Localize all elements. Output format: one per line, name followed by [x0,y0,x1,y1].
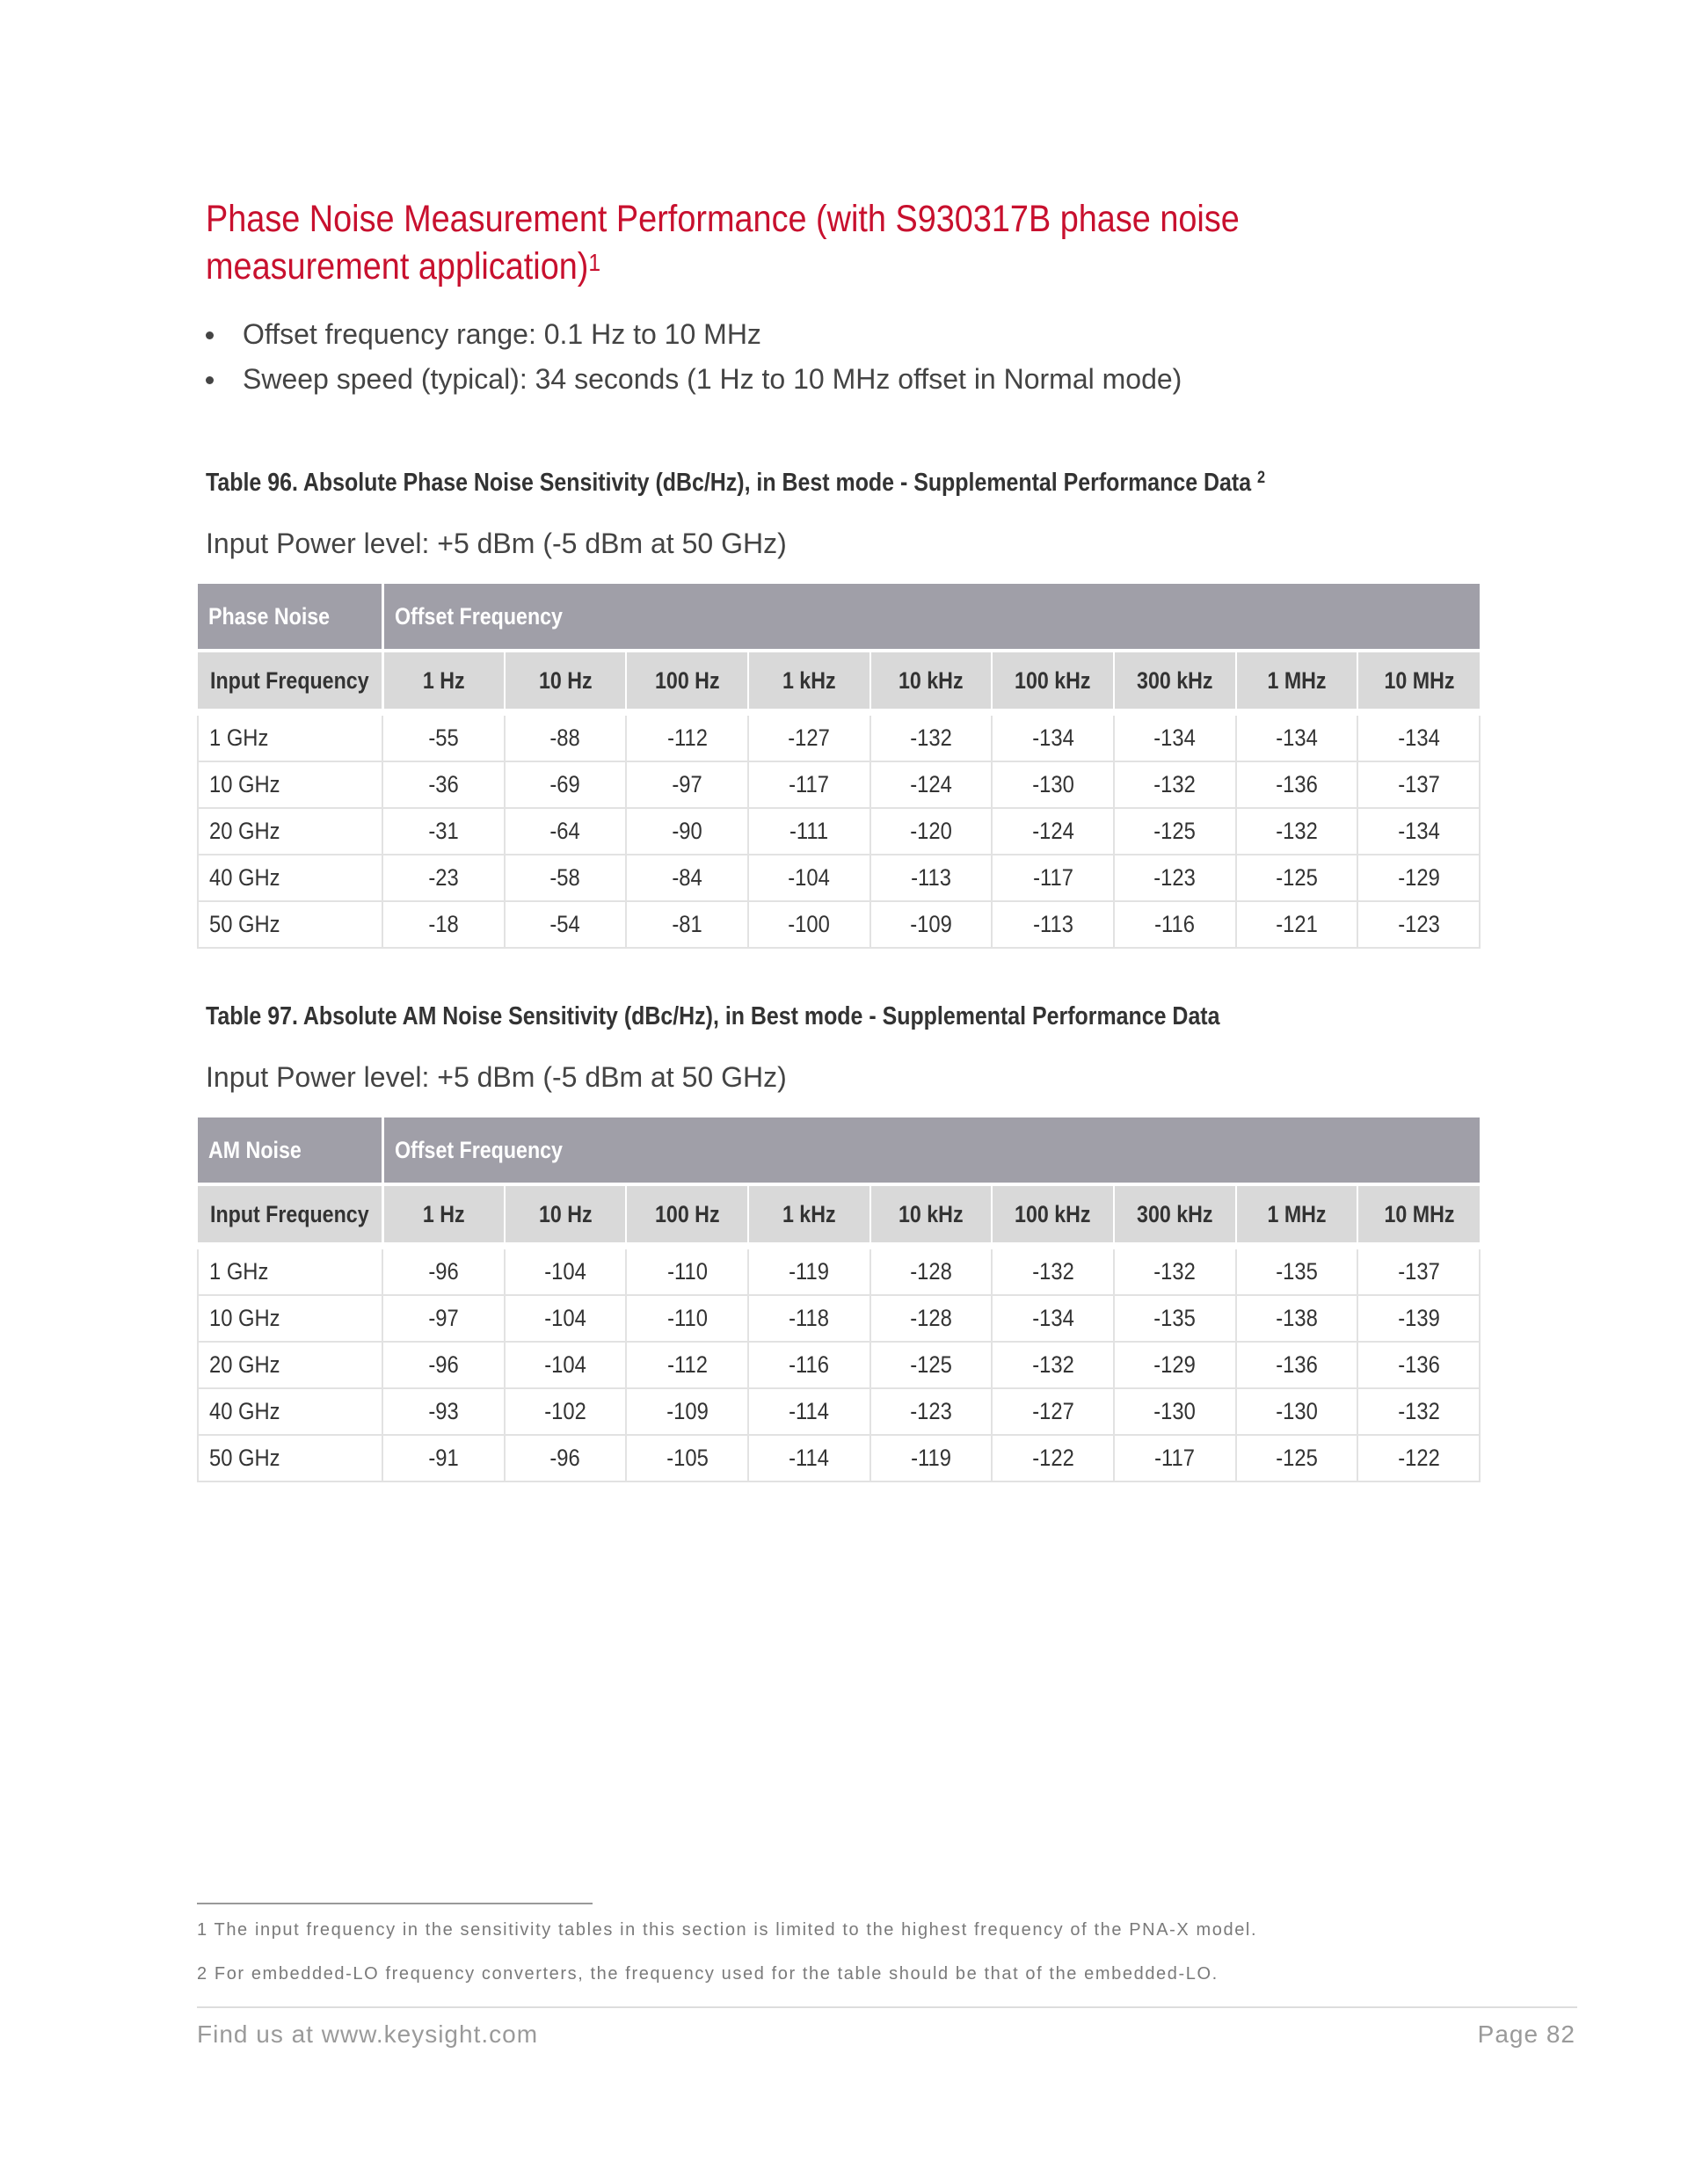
cell-value: -58 [549,864,581,891]
cell-value: -135 [1276,1258,1318,1285]
cell-value: -112 [666,724,708,751]
value-cell [748,1388,870,1435]
cell-value: -81 [672,911,702,937]
input-frequency-header-text: Input Frequency [210,666,369,694]
value-cell [1114,855,1236,901]
bullet-text: Sweep speed (typical): 34 seconds (1 Hz to 10 MHz offset in Normal mode) [243,363,1182,395]
value-cell [1114,1342,1236,1388]
value-cell [1236,901,1358,948]
value-cell [1236,1388,1358,1435]
value-cell [1114,1388,1236,1435]
value-cell [626,1246,748,1295]
cell-value: -116 [1154,911,1196,937]
cell-value: -118 [789,1305,830,1331]
row-label: 10 GHz [209,771,280,797]
value-cell [505,1342,627,1388]
cell-value: -104 [788,864,831,891]
value-cell [1357,808,1480,855]
value-cell [1357,1342,1480,1388]
cell-value: -137 [1397,1258,1440,1285]
footnote-divider [197,1903,593,1904]
column-header-text: 1 kHz [782,666,836,694]
cell-value: -110 [666,1305,708,1331]
value-cell [870,855,993,901]
phase-noise-table [197,584,1481,949]
cell-value: -36 [428,771,459,797]
cell-value: -84 [672,864,702,891]
row-label-cell [198,1246,382,1295]
cell-value: -117 [789,771,830,797]
cell-value: -125 [1276,1445,1318,1471]
column-header-text: 100 Hz [654,666,720,694]
spec-bullet-list [206,312,1182,402]
value-cell [382,761,505,808]
cell-value: -132 [1153,1258,1197,1285]
column-header [1114,651,1236,712]
table-row [198,1246,1480,1295]
value-cell [870,901,993,948]
input-frequency-header-text: Input Frequency [210,1200,369,1227]
cell-value: -134 [1397,724,1440,751]
value-cell [382,901,505,948]
column-header [992,651,1114,712]
cell-value: -134 [1031,724,1074,751]
table-97-caption [206,1002,1219,1031]
cell-value: -132 [1031,1351,1074,1378]
cell-value: -139 [1397,1305,1440,1331]
column-header-text: 1 MHz [1267,666,1327,694]
cell-value: -54 [549,911,581,937]
column-header [1236,651,1358,712]
column-header [870,1184,993,1246]
value-cell [626,1342,748,1388]
column-header [382,651,505,712]
column-header-text: 10 MHz [1384,1200,1455,1227]
cell-value: -91 [428,1445,459,1471]
cell-value: -120 [910,818,952,844]
value-cell [1357,1246,1480,1295]
footer-website: Find us at www.keysight.com [197,2020,539,2048]
page-title [206,195,1343,290]
cell-value: -104 [544,1305,586,1331]
cell-value: -119 [911,1445,951,1471]
footer-page-number: Page 82 [1477,2020,1575,2048]
value-cell [505,1435,627,1481]
value-cell [1236,761,1358,808]
cell-value: -129 [1153,1351,1197,1378]
value-cell [1357,712,1480,761]
cell-value: -125 [1153,818,1197,844]
value-cell [748,855,870,901]
column-header-text: 1 MHz [1267,1200,1327,1227]
value-cell [748,1246,870,1295]
cell-value: -109 [910,911,952,937]
cell-value: -136 [1276,1351,1318,1378]
column-header [870,651,993,712]
cell-value: -130 [1153,1398,1197,1424]
column-header [626,651,748,712]
cell-value: -122 [1397,1445,1440,1471]
value-cell [626,712,748,761]
table-row [198,1388,1480,1435]
cell-value: -105 [666,1445,709,1471]
value-cell [748,901,870,948]
row-label: 20 GHz [209,1351,280,1378]
value-cell [870,1295,993,1342]
column-header-text: 1 Hz [422,1200,465,1227]
value-cell [870,808,993,855]
page-title-text: Phase Noise Measurement Performance (with S930317B phase noise measurement application) [206,198,1240,288]
row-label-cell [198,1295,382,1342]
cell-value: -96 [428,1258,459,1285]
column-header [626,1184,748,1246]
value-cell [626,855,748,901]
value-cell [1357,1435,1480,1481]
value-cell [505,1295,627,1342]
value-cell [626,761,748,808]
cell-value: -88 [549,724,581,751]
column-header [1236,1184,1358,1246]
column-header [1357,1184,1480,1246]
value-cell [626,901,748,948]
value-cell [992,1246,1114,1295]
cell-value: -138 [1276,1305,1318,1331]
cell-value: -134 [1397,818,1440,844]
value-cell [748,1342,870,1388]
column-header [992,1184,1114,1246]
value-cell [870,712,993,761]
value-cell [382,855,505,901]
cell-value: -136 [1276,771,1318,797]
value-cell [748,1295,870,1342]
column-header [505,651,627,712]
row-label-cell [198,855,382,901]
cell-value: -136 [1397,1351,1440,1378]
column-header-text: 300 kHz [1137,1200,1213,1227]
cell-value: -90 [672,818,702,844]
value-cell [870,1435,993,1481]
table-97-subtitle: Input Power level: +5 dBm (-5 dBm at 50 GHz) [206,1061,787,1093]
value-cell [1357,761,1480,808]
table-group-header-text: Phase Noise [208,602,331,630]
cell-value: -130 [1031,771,1074,797]
cell-value: -129 [1397,864,1440,891]
value-cell [1236,1435,1358,1481]
cell-value: -124 [910,771,952,797]
cell-value: -96 [428,1351,459,1378]
value-cell [505,712,627,761]
value-cell [505,808,627,855]
offset-frequency-header [382,1117,1480,1184]
value-cell [1357,855,1480,901]
cell-value: -127 [788,724,831,751]
column-header [505,1184,627,1246]
cell-value: -128 [910,1258,952,1285]
table-row [198,855,1480,901]
row-label: 40 GHz [209,1398,280,1424]
cell-value: -123 [910,1398,952,1424]
value-cell [505,855,627,901]
am-noise-table [197,1117,1481,1482]
row-label-cell [198,712,382,761]
row-label: 20 GHz [209,818,280,844]
value-cell [382,1342,505,1388]
cell-value: -104 [544,1351,586,1378]
cell-value: -117 [1032,864,1073,891]
row-label-cell [198,761,382,808]
table-row [198,761,1480,808]
row-label: 50 GHz [209,911,280,937]
value-cell [626,1295,748,1342]
footer-divider [197,2006,1577,2008]
table-group-header-text: AM Noise [208,1136,302,1163]
bullet-item [206,312,1182,357]
row-label-cell [198,1342,382,1388]
value-cell [1114,901,1236,948]
value-cell [992,712,1114,761]
cell-value: -130 [1276,1398,1318,1424]
value-cell [1114,761,1236,808]
value-cell [992,1342,1114,1388]
bullet-dot-icon [206,376,214,384]
value-cell [748,712,870,761]
row-label: 50 GHz [209,1445,280,1471]
row-label-cell [198,901,382,948]
table-96-caption [206,469,1265,498]
value-cell [382,808,505,855]
page-title-footnote-ref: 1 [588,249,601,276]
column-header-text: 10 Hz [538,1200,593,1227]
cell-value: -31 [428,818,459,844]
cell-value: -110 [666,1258,708,1285]
cell-value: -128 [910,1305,952,1331]
cell-value: -134 [1031,1305,1074,1331]
value-cell [1357,901,1480,948]
offset-frequency-header-text: Offset Frequency [394,602,563,630]
value-cell [992,1388,1114,1435]
value-cell [1236,855,1358,901]
value-cell [748,761,870,808]
cell-value: -113 [1032,911,1073,937]
cell-value: -124 [1031,818,1074,844]
value-cell [748,1435,870,1481]
bullet-text: Offset frequency range: 0.1 Hz to 10 MHz [243,318,761,350]
value-cell [505,1246,627,1295]
cell-value: -114 [789,1445,830,1471]
table-row [198,808,1480,855]
column-header-text: 10 MHz [1384,666,1455,694]
cell-value: -104 [544,1258,586,1285]
column-header-text: 10 kHz [899,666,964,694]
value-cell [992,761,1114,808]
column-header [748,1184,870,1246]
value-cell [992,1295,1114,1342]
column-header-text: 100 kHz [1015,666,1091,694]
input-frequency-header [198,1184,382,1246]
value-cell [1114,712,1236,761]
cell-value: -132 [910,724,952,751]
column-header-text: 300 kHz [1137,666,1213,694]
column-header [1114,1184,1236,1246]
cell-value: -132 [1397,1398,1440,1424]
cell-value: -121 [1276,911,1318,937]
value-cell [382,1246,505,1295]
column-header [748,651,870,712]
cell-value: -125 [1276,864,1318,891]
cell-value: -135 [1153,1305,1197,1331]
value-cell [1236,1342,1358,1388]
cell-value: -134 [1153,724,1197,751]
row-label-cell [198,1388,382,1435]
column-header-text: 10 Hz [538,666,593,694]
value-cell [1236,808,1358,855]
cell-value: -55 [428,724,459,751]
value-cell [870,1246,993,1295]
value-cell [992,1435,1114,1481]
value-cell [870,1388,993,1435]
cell-value: -116 [789,1351,830,1378]
cell-value: -100 [788,911,831,937]
value-cell [1236,1246,1358,1295]
cell-value: -18 [428,911,459,937]
cell-value: -132 [1031,1258,1074,1285]
value-cell [1357,1388,1480,1435]
value-cell [1236,1295,1358,1342]
cell-value: -127 [1031,1398,1074,1424]
cell-value: -23 [428,864,459,891]
table-row [198,1435,1480,1481]
value-cell [1114,1435,1236,1481]
offset-frequency-header-text: Offset Frequency [394,1136,563,1163]
cell-value: -123 [1153,864,1197,891]
table-group-header [198,584,382,651]
column-header-text: 1 kHz [782,1200,836,1227]
cell-value: -97 [428,1305,459,1331]
value-cell [1114,1295,1236,1342]
table-group-header [198,1117,382,1184]
table-97-caption-text: Table 97. Absolute AM Noise Sensitivity (dBc/Hz), in Best mode - Supplemental Performance Data [206,1002,1220,1030]
footnote-1: 1 The input frequency in the sensitivity tables in this section is limited to the highest frequency of the PNA-X model. [197,1920,1258,1940]
row-label: 1 GHz [209,1258,269,1285]
table-96-subtitle: Input Power level: +5 dBm (-5 dBm at 50 GHz) [206,528,787,559]
value-cell [626,1435,748,1481]
value-cell [382,1295,505,1342]
value-cell [505,901,627,948]
row-label: 40 GHz [209,864,280,891]
cell-value: -111 [789,818,829,844]
row-label: 10 GHz [209,1305,280,1331]
cell-value: -64 [549,818,581,844]
table-row [198,1342,1480,1388]
row-label-cell [198,1435,382,1481]
value-cell [382,712,505,761]
cell-value: -117 [1154,1445,1196,1471]
table-row [198,1295,1480,1342]
cell-value: -137 [1397,771,1440,797]
row-label: 1 GHz [209,724,269,751]
footnote-2: 2 For embedded-LO frequency converters, the frequency used for the table should be that of the embedded-LO. [197,1964,1219,1984]
value-cell [1114,808,1236,855]
cell-value: -132 [1276,818,1318,844]
cell-value: -102 [544,1398,586,1424]
value-cell [626,1388,748,1435]
value-cell [992,855,1114,901]
cell-value: -125 [910,1351,952,1378]
value-cell [505,761,627,808]
row-label-cell [198,808,382,855]
cell-value: -122 [1031,1445,1074,1471]
cell-value: -96 [549,1445,581,1471]
value-cell [870,761,993,808]
cell-value: -93 [428,1398,459,1424]
table-row [198,712,1480,761]
cell-value: -119 [789,1258,830,1285]
value-cell [382,1388,505,1435]
column-header [382,1184,505,1246]
column-header [1357,651,1480,712]
value-cell [505,1388,627,1435]
value-cell [1357,1295,1480,1342]
cell-value: -134 [1276,724,1318,751]
column-header-text: 1 Hz [422,666,465,694]
value-cell [870,1342,993,1388]
cell-value: -132 [1153,771,1197,797]
table-row [198,901,1480,948]
value-cell [992,901,1114,948]
column-header-text: 100 kHz [1015,1200,1091,1227]
value-cell [382,1435,505,1481]
cell-value: -97 [672,771,702,797]
table-96-caption-text: Table 96. Absolute Phase Noise Sensitivity (dBc/Hz), in Best mode - Supplemental Performance Data [206,469,1252,497]
value-cell [626,808,748,855]
offset-frequency-header [382,584,1480,651]
input-frequency-header [198,651,382,712]
cell-value: -69 [549,771,581,797]
value-cell [1114,1246,1236,1295]
column-header-text: 10 kHz [899,1200,964,1227]
column-header-text: 100 Hz [654,1200,720,1227]
cell-value: -113 [911,864,951,891]
cell-value: -123 [1397,911,1440,937]
value-cell [992,808,1114,855]
cell-value: -114 [789,1398,830,1424]
table-96-caption-footnote-ref: 2 [1257,469,1266,487]
cell-value: -109 [666,1398,709,1424]
value-cell [748,808,870,855]
bullet-item [206,357,1182,402]
value-cell [1236,712,1358,761]
cell-value: -112 [666,1351,708,1378]
bullet-dot-icon [206,331,214,339]
